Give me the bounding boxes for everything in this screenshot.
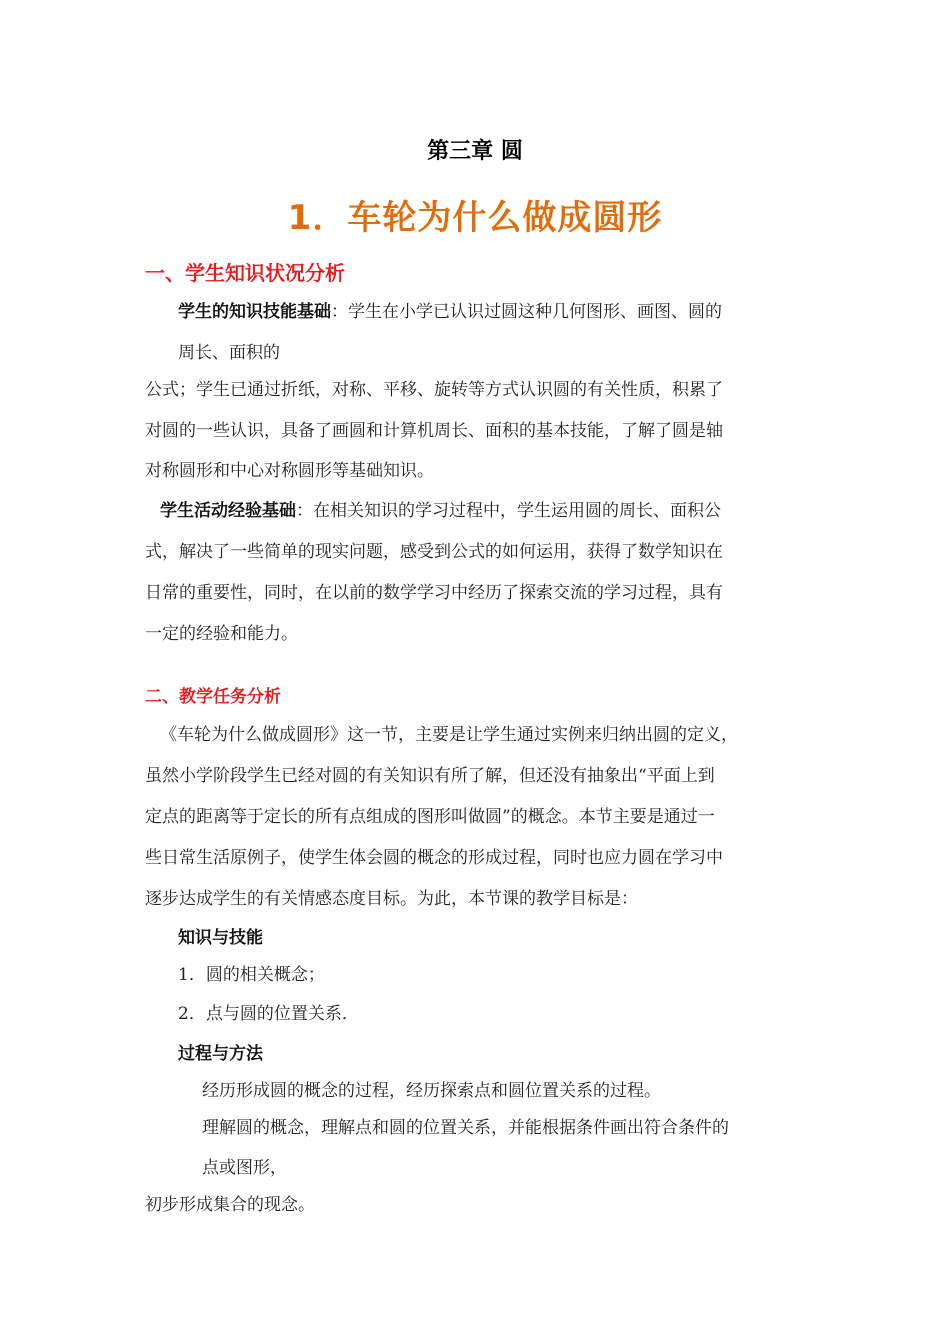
- section-2-p1-line4: 些日常生活原例子，使学生体会圆的概念的形成过程，同时也应力圆在学习中: [145, 848, 723, 868]
- knowledge-basis-sep: ：: [331, 302, 348, 322]
- knowledge-item-2: 2．点与圆的位置关系．: [178, 1004, 359, 1024]
- experience-basis-sep: ：: [296, 501, 313, 521]
- process-methods-heading: 过程与方法: [178, 1044, 263, 1064]
- process-line-4: 初步形成集合的现念。: [145, 1195, 315, 1215]
- section-2-p1-line5: 逐步达成学生的有关情感态度目标。为此，本节课的教学目标是：: [145, 889, 638, 909]
- experience-basis-lead: 学生活动经验基础: [160, 501, 296, 521]
- chapter-title: 第三章 圆: [427, 139, 523, 164]
- process-line-2: 理解圆的概念，理解点和圆的位置关系，并能根据条件画出符合条件的: [202, 1118, 729, 1138]
- section-2-p1-line2: 虽然小学阶段学生已经对圆的有关知识有所了解，但还没有抽象出“平面上到: [145, 766, 715, 786]
- knowledge-basis-text: 学生在小学已认识过圆这种几何图形、画图、圆的: [348, 302, 722, 322]
- knowledge-basis-lead: 学生的知识技能基础: [178, 302, 331, 322]
- section-1-p2-line3: 日常的重要性，同时，在以前的数学学习中经历了探索交流的学习过程，具有: [145, 583, 723, 603]
- section-2-p1-line3: 定点的距离等于定长的所有点组成的图形叫做圆”的概念。本节主要是通过一: [145, 807, 715, 827]
- lesson-title: 1．车轮为什么做成圆形: [287, 198, 663, 238]
- section-1-p1-line2: 周长、面积的: [178, 343, 280, 363]
- knowledge-item-1: 1．圆的相关概念；: [178, 965, 325, 985]
- section-2-p1-line1: 《车轮为什么做成圆形》这一节，主要是让学生通过实例来归纳出圆的定义，: [160, 725, 738, 745]
- knowledge-skills-heading: 知识与技能: [178, 928, 263, 948]
- section-1-p1-line3: 公式；学生已通过折纸，对称、平移、旋转等方式认识圆的有关性质，积累了: [145, 380, 723, 400]
- section-1-p1-line4: 对圆的一些认识，具备了画圆和计算机周长、面积的基本技能，了解了圆是轴: [145, 421, 723, 441]
- section-2-title: 二、教学任务分析: [145, 687, 281, 707]
- section-1-p1-line5: 对称圆形和中心对称圆形等基础知识。: [145, 461, 434, 481]
- experience-basis-text: 在相关知识的学习过程中，学生运用圆的周长、面积公: [313, 501, 721, 521]
- process-line-1: 经历形成圆的概念的过程，经历探索点和圆位置关系的过程。: [202, 1081, 661, 1101]
- section-1-p2-line1: [160, 496, 721, 521]
- section-1-p1-line1: [178, 297, 722, 322]
- process-line-3: 点或图形，: [202, 1158, 287, 1178]
- section-1-title: 一、学生知识状况分析: [145, 261, 345, 285]
- section-1-p2-line4: 一定的经验和能力。: [145, 624, 298, 644]
- section-1-p2-line2: 式，解决了一些简单的现实问题，感受到公式的如何运用，获得了数学知识在: [145, 542, 723, 562]
